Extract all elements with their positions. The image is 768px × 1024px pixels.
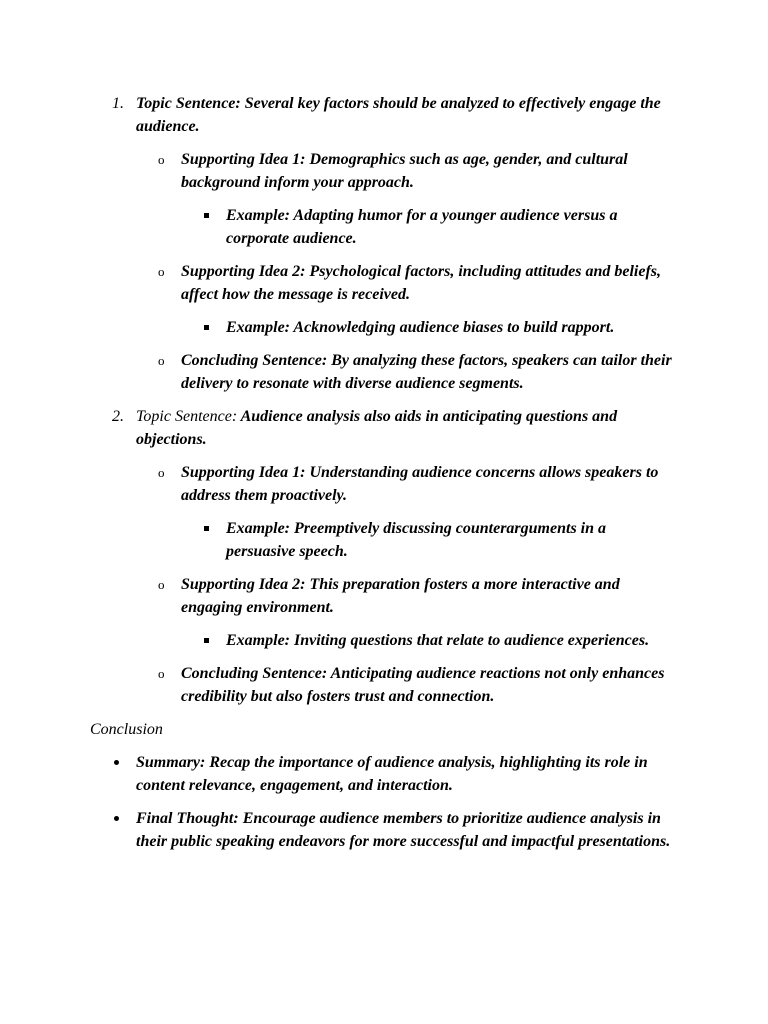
example-text: Example: Inviting questions that relate to audience experiences. (226, 632, 650, 649)
example-item (226, 517, 676, 563)
supporting-idea-text: Supporting Idea 2: This preparation fosters a more interactive and engaging environment. (181, 576, 620, 616)
topic-label: Topic Sentence: (136, 408, 238, 425)
summary-text: Summary: Recap the importance of audience analysis, highlighting its role in content relevance, engagement, and interaction. (136, 754, 648, 794)
square-bullet-icon (204, 213, 209, 218)
example-text: Example: Adapting humor for a younger audience versus a corporate audience. (226, 207, 618, 247)
example-text: Example: Preemptively discussing counterarguments in a persuasive speech. (226, 520, 607, 560)
example-text: Example: Acknowledging audience biases to build rapport. (226, 319, 615, 336)
topic-text: Audience analysis also aids in anticipating questions and objections. (136, 408, 618, 448)
supporting-idea-text: Supporting Idea 1: Understanding audience concerns allows speakers to address them proactively. (181, 464, 659, 504)
dot-bullet-icon (114, 760, 119, 765)
circle-bullet: o (158, 353, 165, 368)
list-number: 1. (112, 95, 124, 112)
topic-sentence: Topic Sentence: Several key factors should be analyzed to effectively engage the audience. (136, 95, 661, 135)
concluding-sentence-text: Concluding Sentence: By analyzing these factors, speakers can tailor their delivery to resonate with diverse audience segments. (181, 352, 672, 392)
square-bullet-icon (204, 526, 209, 531)
supporting-idea (158, 148, 681, 194)
concluding-sentence-text: Concluding Sentence: Anticipating audience reactions not only enhances credibility but also fosters trust and connection. (181, 665, 665, 705)
concluding-sentence (158, 349, 681, 395)
example-item (226, 629, 676, 652)
topic-sentence (136, 405, 676, 451)
supporting-idea (158, 573, 681, 619)
list-number: 2. (112, 408, 124, 425)
supporting-idea (158, 260, 681, 306)
supporting-idea-text: Supporting Idea 1: Demographics such as age, gender, and cultural background inform your approach. (181, 151, 628, 191)
supporting-idea (158, 461, 681, 507)
supporting-idea-text: Supporting Idea 2: Psychological factors, including attitudes and beliefs, affect how the message is received. (181, 263, 662, 303)
circle-bullet: o (158, 666, 165, 681)
example-item (226, 316, 676, 339)
circle-bullet: o (158, 577, 165, 592)
dot-bullet-icon (114, 816, 119, 821)
square-bullet-icon (204, 325, 209, 330)
circle-bullet: o (158, 264, 165, 279)
circle-bullet: o (158, 465, 165, 480)
conclusion-item (136, 807, 676, 853)
example-item (226, 204, 676, 250)
outline-item-1 (112, 92, 676, 138)
final-thought-text: Final Thought: Encourage audience members to prioritize audience analysis in their public speaking endeavors for more successful and impactful presentations. (136, 810, 671, 850)
circle-bullet: o (158, 152, 165, 167)
outline-content (0, 92, 768, 863)
conclusion-item (136, 751, 676, 797)
concluding-sentence (158, 662, 681, 708)
conclusion-heading: Conclusion (90, 721, 163, 738)
outline-item-2 (112, 405, 676, 451)
square-bullet-icon (204, 638, 209, 643)
